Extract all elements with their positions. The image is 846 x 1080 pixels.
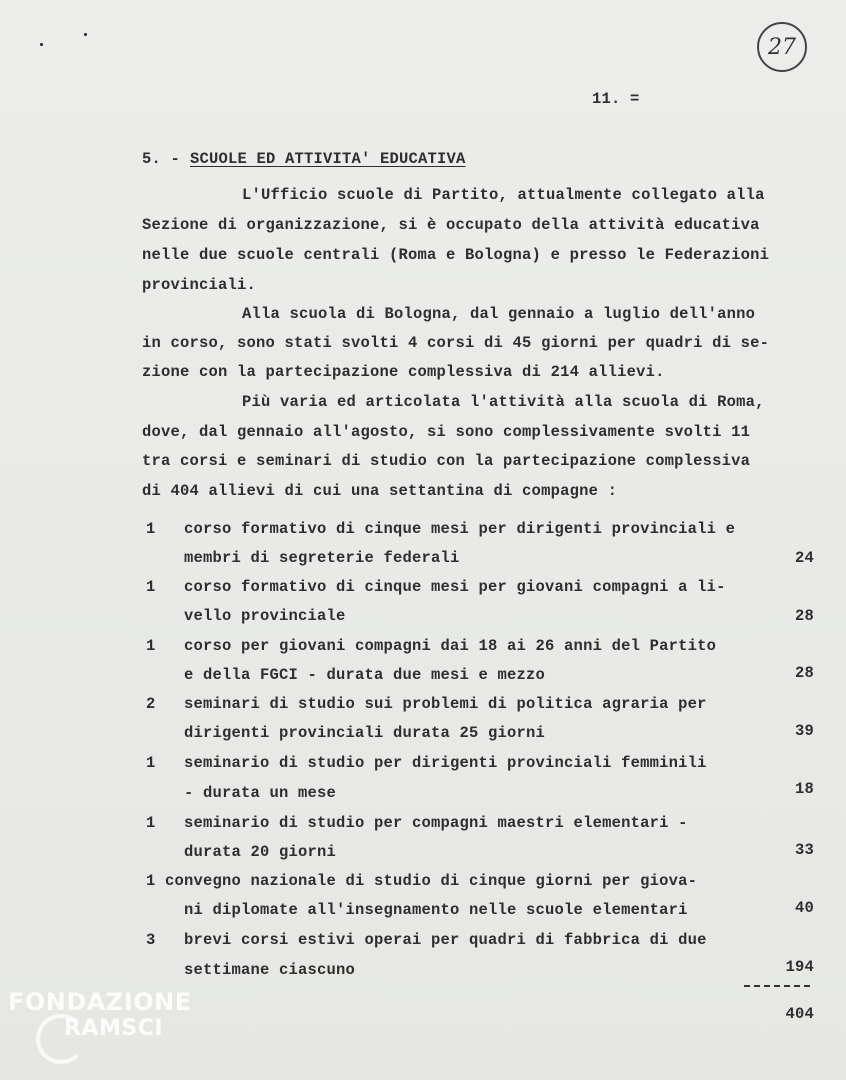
course-description: corso formativo di cinque mesi per giovani compagni a li- bbox=[184, 578, 726, 596]
watermark-line-1: FONDAZIONE bbox=[8, 988, 192, 1016]
course-students: 28 bbox=[794, 607, 814, 625]
course-description: seminari di studio sui problemi di politica agraria per bbox=[184, 695, 707, 713]
course-quantity: 1 bbox=[146, 637, 156, 655]
course-description: seminario di studio per compagni maestri elementari - bbox=[184, 814, 688, 832]
course-description: e della FGCI - durata due mesi e mezzo bbox=[184, 666, 546, 684]
paragraph-line: provinciali. bbox=[142, 276, 257, 294]
section-title: SCUOLE ED ATTIVITA' EDUCATIVA bbox=[190, 150, 466, 168]
course-students: 18 bbox=[794, 780, 814, 798]
course-quantity: 3 bbox=[146, 931, 156, 949]
course-students: 194 bbox=[785, 958, 814, 976]
watermark-line-2: RAMSCI bbox=[64, 1016, 164, 1041]
course-quantity: 1 bbox=[146, 520, 156, 538]
paragraph-line: in corso, sono stati svolti 4 corsi di 45 giorni per quadri di se- bbox=[142, 334, 770, 352]
course-description: brevi corsi estivi operai per quadri di fabbrica di due bbox=[184, 931, 707, 949]
course-description: seminario di studio per dirigenti provinciali femminili bbox=[184, 754, 707, 772]
paragraph-line: Sezione di organizzazione, si è occupato della attività educativa bbox=[142, 216, 760, 234]
page-number: 11. = bbox=[592, 90, 640, 108]
course-description: durata 20 giorni bbox=[184, 843, 337, 861]
fondazione-gramsci-watermark bbox=[8, 988, 208, 1068]
course-students: 39 bbox=[794, 722, 814, 740]
course-quantity: 1 bbox=[146, 754, 156, 772]
course-students: 28 bbox=[794, 664, 814, 682]
course-description: corso formativo di cinque mesi per dirigenti provinciali e bbox=[184, 520, 736, 538]
paragraph-line: di 404 allievi di cui una settantina di compagne : bbox=[142, 482, 618, 500]
course-description: corso per giovani compagni dai 18 ai 26 anni del Partito bbox=[184, 637, 717, 655]
total-students: 404 bbox=[785, 1005, 814, 1023]
course-description: - durata un mese bbox=[184, 784, 337, 802]
paragraph-line: dove, dal gennaio all'agosto, si sono complessivamente svolti 11 bbox=[142, 423, 751, 441]
course-quantity: 1 bbox=[146, 814, 156, 832]
course-description: dirigenti provinciali durata 25 giorni bbox=[184, 724, 546, 742]
course-students: 24 bbox=[794, 549, 814, 567]
paragraph-line: nelle due scuole centrali (Roma e Bologna) e presso le Federazioni bbox=[142, 246, 770, 264]
archive-page-stamp bbox=[757, 22, 807, 72]
paragraph-line: tra corsi e seminari di studio con la partecipazione complessiva bbox=[142, 452, 751, 470]
paragraph-line: Più varia ed articolata l'attività alla scuola di Roma, bbox=[242, 393, 765, 411]
ink-speck bbox=[40, 43, 43, 46]
section-number: 5. - bbox=[142, 150, 181, 168]
course-quantity: 1 bbox=[146, 578, 156, 596]
course-description: settimane ciascuno bbox=[184, 961, 356, 979]
sum-divider bbox=[744, 985, 810, 987]
paragraph-line: L'Ufficio scuole di Partito, attualmente collegato alla bbox=[242, 186, 765, 204]
paragraph-line: zione con la partecipazione complessiva di 214 allievi. bbox=[142, 363, 665, 381]
course-students: 40 bbox=[794, 899, 814, 917]
course-students: 33 bbox=[794, 841, 814, 859]
course-description: vello provinciale bbox=[184, 607, 346, 625]
course-description: membri di segreterie federali bbox=[184, 549, 460, 567]
paragraph-line: Alla scuola di Bologna, dal gennaio a luglio dell'anno bbox=[242, 305, 756, 323]
ink-speck bbox=[84, 33, 87, 36]
course-description: 1 convegno nazionale di studio di cinque giorni per giova- bbox=[146, 872, 698, 890]
stamp-number: 27 bbox=[768, 34, 796, 60]
course-description: ni diplomate all'insegnamento nelle scuole elementari bbox=[184, 901, 688, 919]
course-quantity: 2 bbox=[146, 695, 156, 713]
